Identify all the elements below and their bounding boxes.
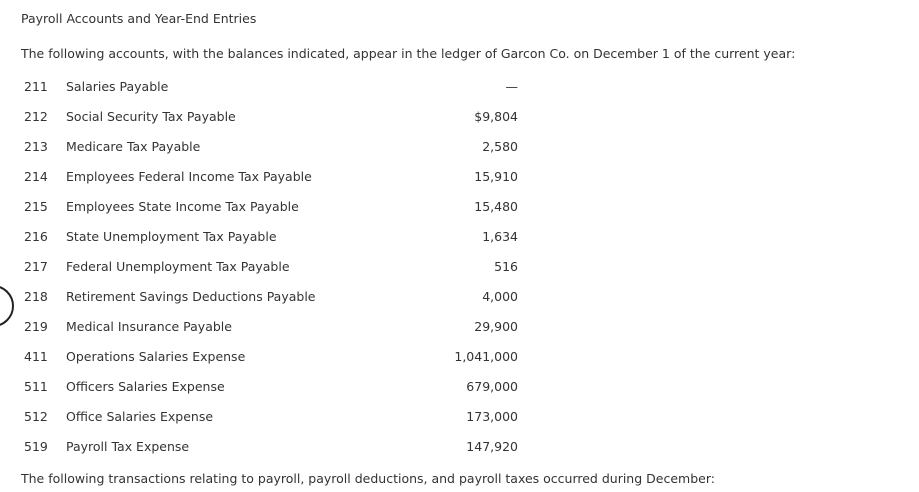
account-name: Officers Salaries Expense xyxy=(66,379,225,394)
account-balance: 29,900 xyxy=(474,319,518,334)
account-number: 519 xyxy=(24,439,48,454)
account-number: 211 xyxy=(24,79,48,94)
account-number: 214 xyxy=(24,169,48,184)
account-balance: 15,480 xyxy=(474,199,518,214)
account-number: 213 xyxy=(24,139,48,154)
account-balance: 15,910 xyxy=(474,169,518,184)
account-row xyxy=(0,341,560,371)
account-number: 217 xyxy=(24,259,48,274)
account-balance: 173,000 xyxy=(466,409,518,424)
account-name: Employees State Income Tax Payable xyxy=(66,199,299,214)
account-balance: 679,000 xyxy=(466,379,518,394)
account-name: State Unemployment Tax Payable xyxy=(66,229,277,244)
account-number: 212 xyxy=(24,109,48,124)
account-number: 512 xyxy=(24,409,48,424)
account-name: Salaries Payable xyxy=(66,79,169,94)
account-balance: 2,580 xyxy=(482,139,518,154)
account-balance: 147,920 xyxy=(466,439,518,454)
account-row xyxy=(0,131,560,161)
account-number: 218 xyxy=(24,289,48,304)
account-row xyxy=(0,431,560,461)
account-number: 219 xyxy=(24,319,48,334)
account-balance: 516 xyxy=(494,259,518,274)
account-name: Federal Unemployment Tax Payable xyxy=(66,259,290,274)
account-row xyxy=(0,251,560,281)
account-row xyxy=(0,101,560,131)
account-balance: $9,804 xyxy=(474,109,518,124)
account-name: Social Security Tax Payable xyxy=(66,109,236,124)
account-balance: 1,041,000 xyxy=(454,349,518,364)
account-number: 511 xyxy=(24,379,48,394)
account-number: 216 xyxy=(24,229,48,244)
account-name: Medical Insurance Payable xyxy=(66,319,232,334)
account-name: Retirement Savings Deductions Payable xyxy=(66,289,316,304)
account-number: 215 xyxy=(24,199,48,214)
account-name: Payroll Tax Expense xyxy=(66,439,190,454)
account-row xyxy=(0,161,560,191)
account-row xyxy=(0,221,560,251)
account-row xyxy=(0,371,560,401)
ledger-accounts-table xyxy=(0,71,560,461)
account-name: Operations Salaries Expense xyxy=(66,349,246,364)
transactions-intro-text: The following transactions relating to payroll, payroll deductions, and payroll taxes occurred during December: xyxy=(21,471,715,486)
account-row xyxy=(0,311,560,341)
account-name: Medicare Tax Payable xyxy=(66,139,201,154)
account-number: 411 xyxy=(24,349,48,364)
page-title: Payroll Accounts and Year-End Entries xyxy=(21,11,257,26)
intro-text: The following accounts, with the balances indicated, appear in the ledger of Garcon Co. on December 1 of the current year: xyxy=(21,46,796,61)
account-row xyxy=(0,281,560,311)
account-balance: — xyxy=(505,79,518,94)
account-balance: 1,634 xyxy=(482,229,518,244)
account-name: Office Salaries Expense xyxy=(66,409,214,424)
account-name: Employees Federal Income Tax Payable xyxy=(66,169,312,184)
account-balance: 4,000 xyxy=(482,289,518,304)
account-row xyxy=(0,401,560,431)
account-row xyxy=(0,191,560,221)
account-row xyxy=(0,71,560,101)
